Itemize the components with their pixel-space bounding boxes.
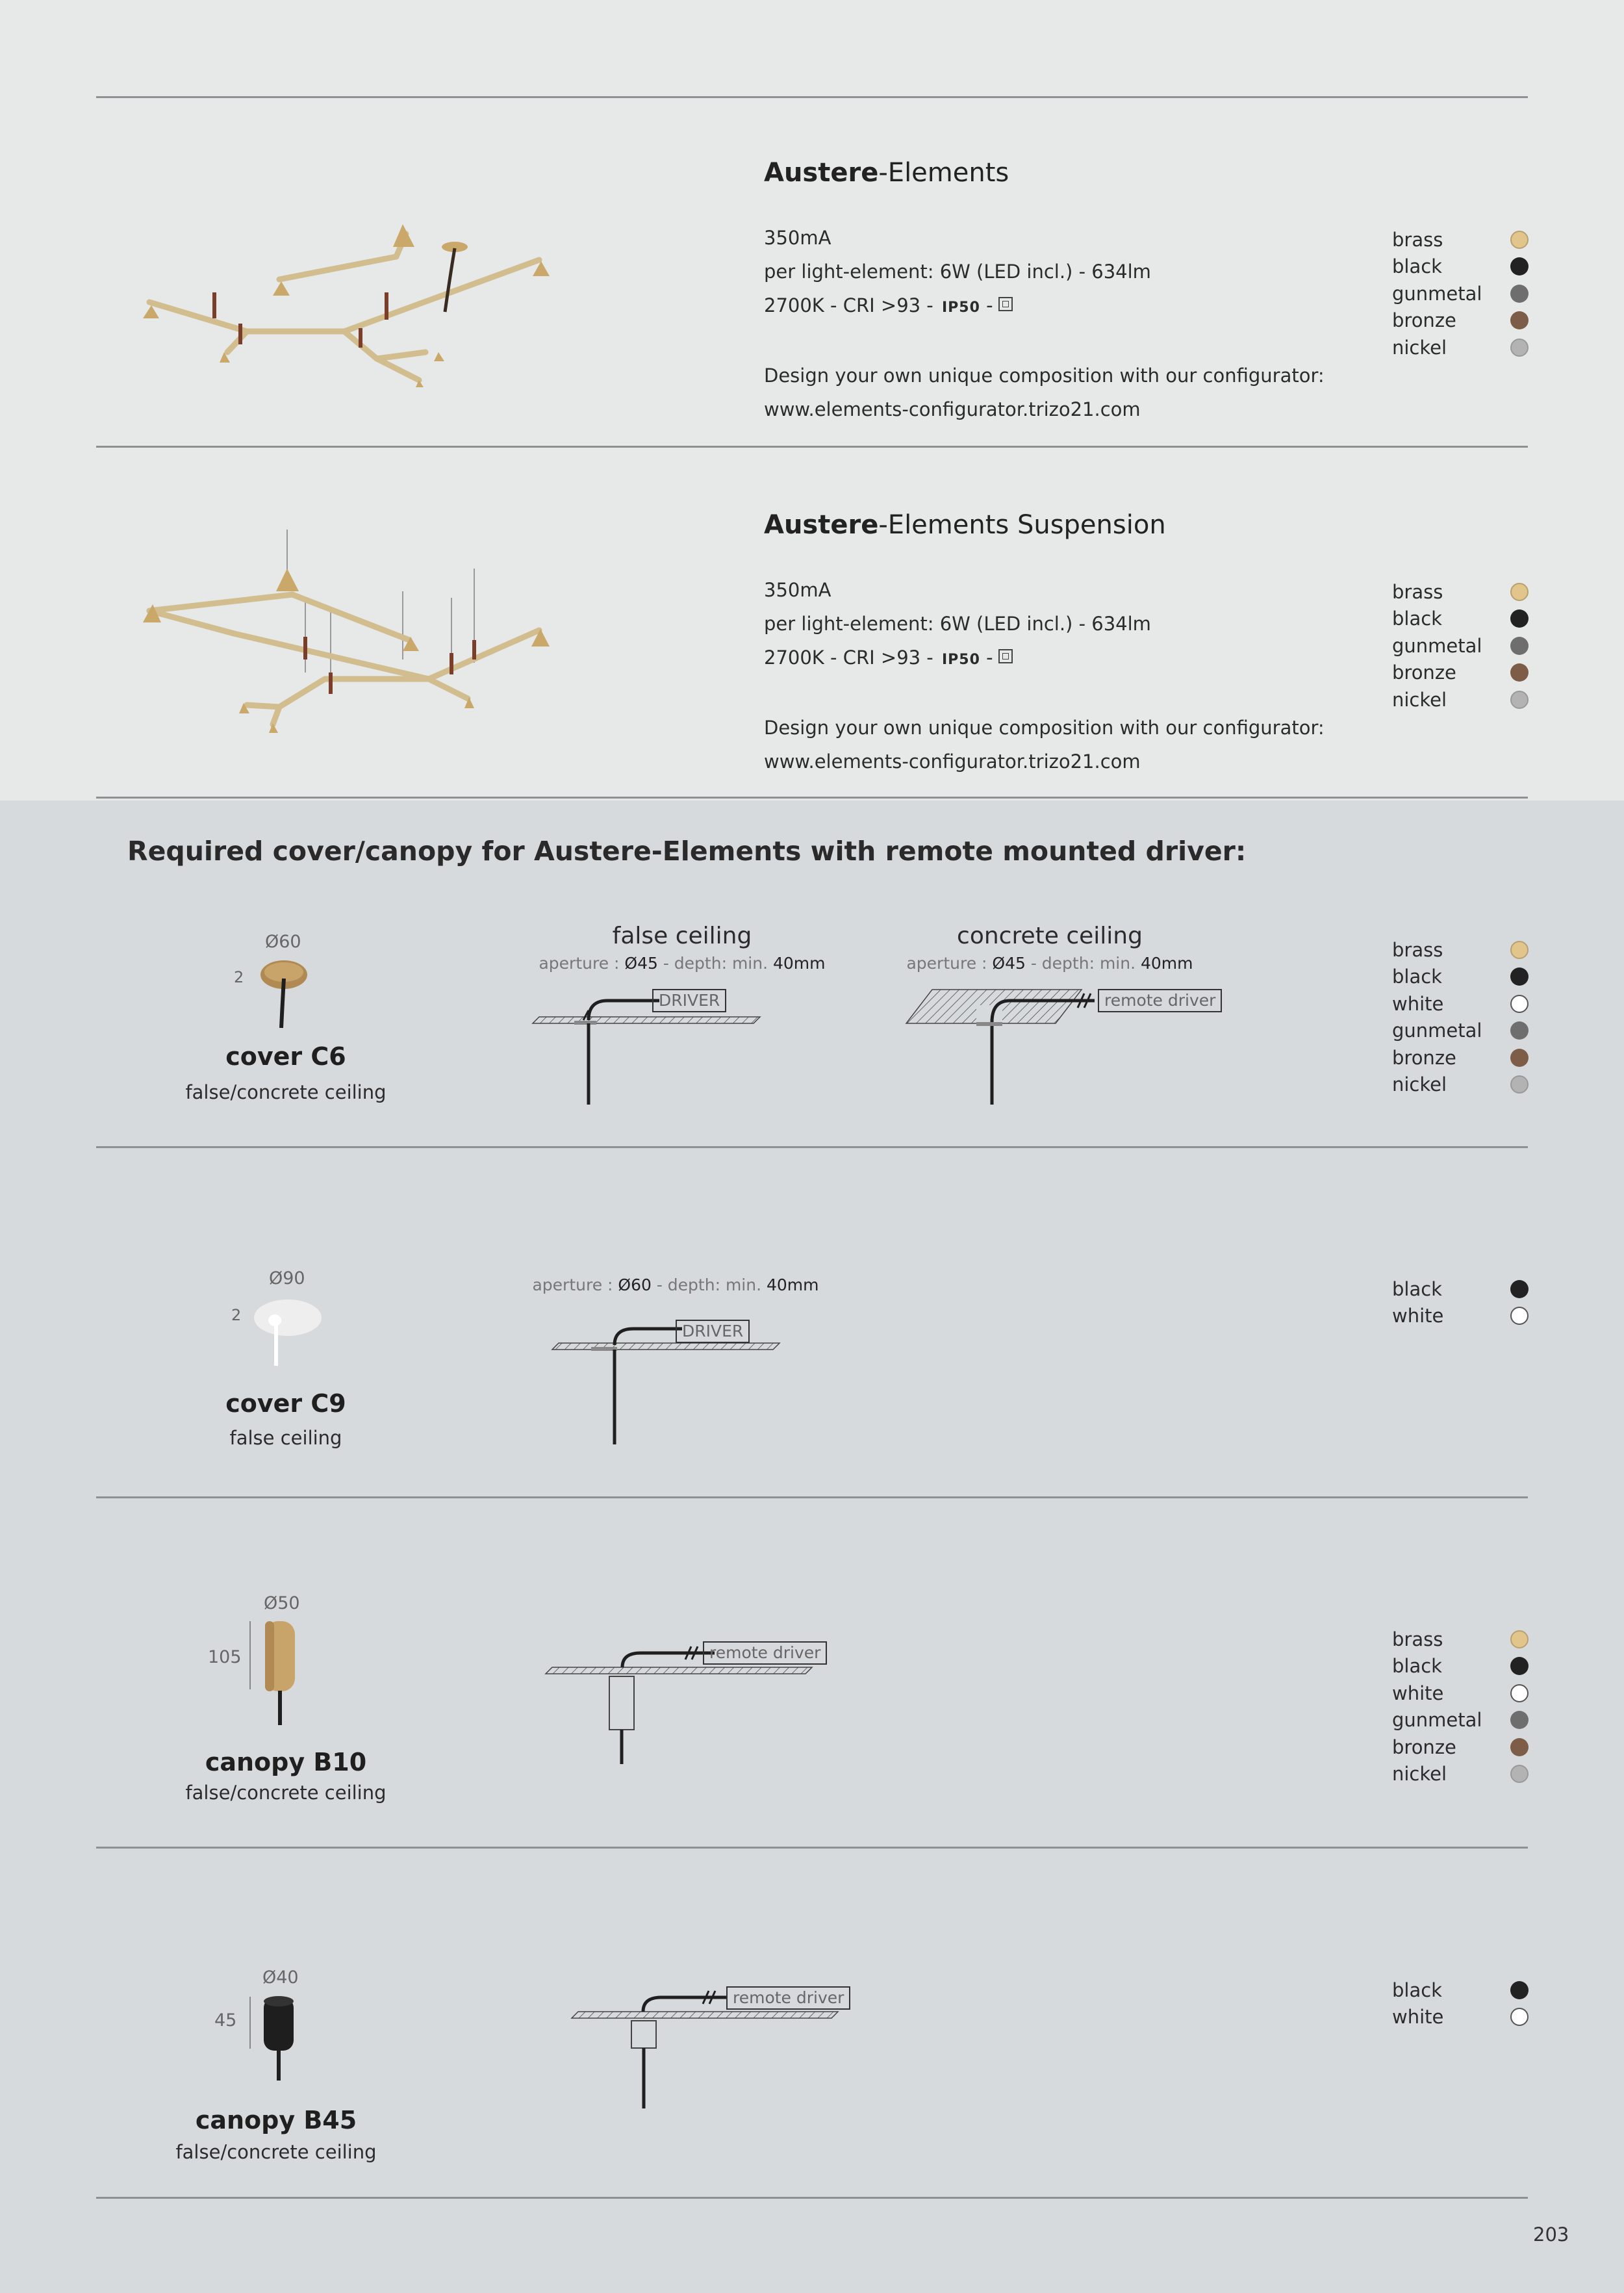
cover-c9-sub: false ceiling [229,1427,342,1449]
finish-item: brass [1392,578,1529,606]
swatch-white [1510,2008,1529,2026]
cover-c9-spec: aperture : Ø60 - depth: min. 40mm [532,1275,819,1294]
finish-item: nickel [1392,334,1529,361]
canopy-b45-sub: false/concrete ceiling [175,2141,377,2163]
finish-item: bronze [1392,660,1529,687]
cover-c9-image [250,1293,328,1371]
false-ceiling-title: false ceiling [612,923,752,949]
swatch-brass [1510,941,1529,959]
finish-item: brass [1392,226,1529,253]
spec-temperature-cri: 2700K - CRI >93 - IP50 - [764,288,1325,325]
finish-list [1392,936,1529,1098]
finish-item: bronze [1392,1044,1529,1071]
swatch-white [1510,1684,1529,1702]
class-ii-icon [998,297,1013,311]
canopy-b45-name: canopy B45 [195,2106,357,2134]
finish-item: black [1392,253,1529,281]
driver-box: DRIVER [676,1320,750,1343]
finish-item: white [1392,2004,1529,2031]
finish-list [1392,226,1529,361]
swatch-nickel [1510,691,1529,709]
finish-item: white [1392,1680,1529,1707]
height-label: 105 [208,1647,242,1667]
swatch-gunmetal [1510,1711,1529,1729]
finish-item: white [1392,990,1529,1018]
finish-item: brass [1392,936,1529,964]
swatch-black [1510,1657,1529,1675]
cover-c6-image [257,955,315,1033]
finish-item: black [1392,1977,1529,2004]
divider [96,797,1528,799]
cover-c6-sub: false/concrete ceiling [185,1081,387,1103]
canopy-b45-image [247,1993,312,2084]
swatch-gunmetal [1510,1021,1529,1040]
swatch-brass [1510,231,1529,249]
diameter-label: Ø40 [262,1967,299,1988]
swatch-white [1510,995,1529,1013]
configurator-link[interactable]: www.elements-configurator.trizo21.com [764,398,1141,420]
configurator-text: Design your own unique composition with our configurator: [764,365,1325,387]
canopy-b10-name: canopy B10 [205,1748,367,1776]
swatch-brass [1510,1630,1529,1648]
spec-current: 350mA [764,227,831,249]
cover-c9-name: cover C9 [225,1389,346,1418]
remote-driver-box: remote driver [703,1641,827,1665]
swatch-brass [1510,583,1529,601]
class-ii-icon [998,649,1013,663]
configurator-text: Design your own unique composition with our configurator: [764,717,1325,739]
finish-item: gunmetal [1392,632,1529,660]
swatch-bronze [1510,1049,1529,1067]
divider [96,1847,1528,1849]
canopy-b10-sub: false/concrete ceiling [185,1782,387,1804]
cover-c9-diagram [552,1316,786,1446]
spec-power: per light-element: 6W (LED incl.) - 634lm [764,261,1151,283]
swatch-black [1510,609,1529,628]
swatch-bronze [1510,311,1529,329]
concrete-ceiling-title: concrete ceiling [957,923,1143,949]
finish-item: white [1392,1303,1529,1330]
finish-item: black [1392,1275,1529,1303]
finish-item: gunmetal [1392,280,1529,307]
product-title: Austere-Elements Suspension [764,510,1166,540]
swatch-gunmetal [1510,285,1529,303]
diameter-label: Ø90 [269,1268,305,1288]
swatch-nickel [1510,1765,1529,1783]
finish-list [1392,1275,1529,1329]
finish-item: nickel [1392,1071,1529,1099]
finish-item: brass [1392,1626,1529,1653]
swatch-black [1510,1981,1529,1999]
concrete-ceiling-diagram [900,984,1108,1108]
finish-list [1392,578,1529,713]
austere-elements-image [130,208,572,403]
section-heading: Required cover/canopy for Austere-Elements with remote mounted driver: [127,836,1247,867]
divider [96,2197,1528,2199]
finish-item: bronze [1392,307,1529,335]
divider [96,1146,1528,1148]
concrete-ceiling-spec: aperture : Ø45 - depth: min. 40mm [906,954,1193,973]
finish-item: gunmetal [1392,1707,1529,1734]
finish-list [1392,1977,1529,2030]
finish-item: nickel [1392,1761,1529,1788]
spec-current: 350mA [764,579,831,601]
spec-temperature-cri: 2700K - CRI >93 - IP50 - [764,641,1325,677]
swatch-nickel [1510,1075,1529,1094]
divider [96,446,1528,448]
ip-rating: IP50 [942,300,980,316]
finish-list [1392,1626,1529,1787]
finish-item: black [1392,606,1529,633]
swatch-black [1510,257,1529,275]
height-label: 2 [234,968,244,986]
driver-box: DRIVER [652,989,726,1012]
height-label: 2 [231,1306,242,1324]
swatch-white [1510,1307,1529,1325]
finish-item: black [1392,1653,1529,1680]
diameter-label: Ø60 [265,932,301,952]
height-label: 45 [214,2010,237,2030]
swatch-nickel [1510,339,1529,357]
configurator-link[interactable]: www.elements-configurator.trizo21.com [764,750,1141,773]
remote-driver-box: remote driver [726,1986,850,2010]
diameter-label: Ø50 [264,1593,300,1613]
false-ceiling-spec: aperture : Ø45 - depth: min. 40mm [539,954,826,973]
page-number: 203 [1533,2223,1569,2246]
ip-rating: IP50 [942,652,980,668]
austere-elements-suspension-image [130,526,572,741]
finish-item: bronze [1392,1734,1529,1761]
swatch-bronze [1510,1738,1529,1756]
finish-item: nickel [1392,686,1529,713]
swatch-black [1510,1280,1529,1298]
cover-c6-name: cover C6 [225,1042,346,1071]
swatch-black [1510,967,1529,986]
spec-power: per light-element: 6W (LED incl.) - 634lm [764,613,1151,635]
swatch-bronze [1510,663,1529,682]
swatch-gunmetal [1510,637,1529,655]
product-title: Austere-Elements [764,158,1009,188]
canopy-b10-image [247,1618,312,1728]
remote-driver-box: remote driver [1098,989,1222,1012]
divider [96,96,1528,98]
divider [96,1496,1528,1498]
finish-item: gunmetal [1392,1018,1529,1045]
finish-item: black [1392,964,1529,991]
